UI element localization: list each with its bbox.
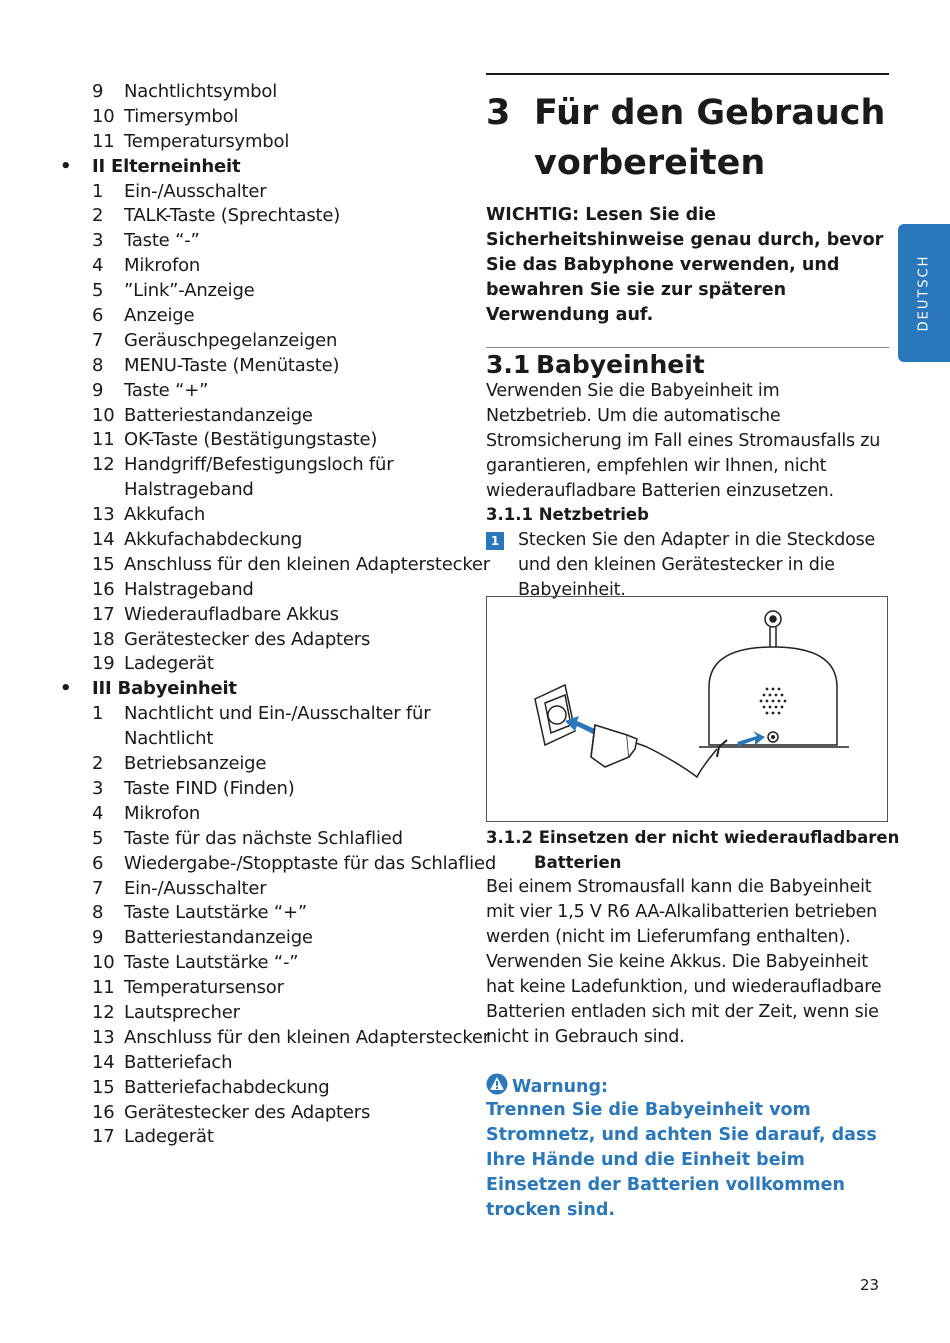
list-item — [60, 702, 470, 727]
batteries-paragraph-2: Verwenden Sie keine Akkus. Die Babyeinheit hat keine Ladefunktion, und wiederaufladbare Batterien entladen sich mit der Zeit, wenn sie nicht in Gebrauch sind. — [486, 952, 882, 1047]
list-item — [60, 453, 470, 478]
list-item — [60, 951, 470, 976]
list-item-number: 10 — [92, 404, 115, 426]
list-item-number: 11 — [92, 429, 115, 451]
list-item-number: 12 — [92, 1001, 115, 1023]
list-item — [60, 1001, 470, 1026]
list-item-text: Mikrofon — [124, 802, 201, 824]
list-item — [60, 304, 470, 329]
chapter-title-line2: vorbereiten — [534, 143, 766, 183]
list-item-number: 17 — [92, 603, 115, 625]
list-item-number: 3 — [92, 777, 104, 799]
list-item-text: Ein-/Ausschalter — [124, 180, 267, 202]
list-item-number: 19 — [92, 653, 115, 675]
list-item-number: 6 — [92, 305, 104, 327]
important-notice: WICHTIG: Lesen Sie die Sicherheitshinweise genau durch, bevor Sie das Babyphone verwenden, und bewahren Sie sie zur späteren Verwendung auf. — [486, 205, 884, 325]
list-item-text: Betriebsanzeige — [124, 753, 267, 775]
subsection-netzbetrieb-title: 3.1.1 Netzbetrieb — [486, 505, 649, 524]
list-item-number: 17 — [92, 1126, 115, 1148]
list-item-number: 15 — [92, 553, 115, 575]
list-item-number: 13 — [92, 504, 115, 526]
subsection-batteries-title-line1: 3.1.2 Einsetzen der nicht wiederaufladbaren — [486, 828, 900, 847]
list-item-number: 6 — [92, 852, 104, 874]
list-item — [60, 1101, 470, 1126]
list-item-text: Mikrofon — [124, 255, 201, 277]
list-item-number: 18 — [92, 628, 115, 650]
list-item — [60, 652, 470, 677]
list-item-number: 13 — [92, 1026, 115, 1048]
list-item-number: 4 — [92, 255, 104, 277]
language-tab-label: DEUTSCH — [916, 254, 932, 332]
list-item-number: 11 — [92, 977, 115, 999]
list-item-text: Anzeige — [124, 305, 195, 327]
list-item-text: Batteriestandanzeige — [124, 927, 313, 949]
list-item-text: Nachtlicht — [124, 728, 214, 750]
list-item-number: 1 — [92, 180, 104, 202]
list-item — [60, 802, 470, 827]
list-item-number: 3 — [92, 230, 104, 252]
list-item — [60, 229, 470, 254]
list-item-text: Akkufachabdeckung — [124, 529, 303, 551]
list-item-text: Taste Lautstärke “+” — [124, 902, 307, 924]
list-item-text: OK-Taste (Bestätigungstaste) — [124, 429, 378, 451]
list-item-text: Taste “-” — [124, 230, 200, 252]
list-item-number: 11 — [92, 130, 115, 152]
list-item — [60, 1026, 490, 1051]
warning-text: Trennen Sie die Babyeinheit vom Stromnetz, und achten Sie darauf, dass Ihre Hände und die Einheit beim Einsetzen der Batterien vollkommen trocken sind. — [486, 1100, 877, 1220]
list-item — [60, 877, 470, 902]
list-item-text: Taste Lautstärke “-” — [124, 952, 299, 974]
list-item-text: TALK-Taste (Sprechtaste) — [124, 205, 341, 227]
step-text: Stecken Sie den Adapter in die Steckdose und den kleinen Gerätestecker in die Babyeinheit. — [518, 530, 876, 600]
list-item-number: 2 — [92, 205, 104, 227]
batteries-paragraph-1: Bei einem Stromausfall kann die Babyeinheit mit vier 1,5 V R6 AA-Alkalibatterien betrieben werden (nicht im Lieferumfang enthalten). — [486, 877, 878, 947]
list-item — [60, 329, 470, 354]
list-item-text: Taste FIND (Finden) — [124, 777, 295, 799]
chapter-number: 3 — [486, 93, 511, 133]
list-item-text: Wiedergabe-/Stopptaste für das Schlaflied — [124, 852, 497, 874]
list-item-number: 8 — [92, 354, 104, 376]
page-number: 23 — [860, 1276, 880, 1294]
list-item — [60, 204, 470, 229]
list-item-text: Handgriff/Befestigungsloch für — [124, 454, 394, 476]
list-item-number: 16 — [92, 578, 115, 600]
list-item — [60, 553, 490, 578]
list-item — [60, 727, 470, 752]
list-item-number: 7 — [92, 877, 104, 899]
list-item-text: Anschluss für den kleinen Adapterstecker — [124, 1026, 490, 1048]
step-number-badge: 1 — [486, 532, 504, 550]
list-item-text: Akkufach — [124, 504, 206, 526]
list-item-number: 10 — [92, 105, 115, 127]
list-item-number: 12 — [92, 454, 115, 476]
list-item-number: 9 — [92, 81, 104, 102]
chapter-title-line1: Für den Gebrauch — [534, 93, 886, 133]
list-item-text: Anschluss für den kleinen Adapterstecker — [124, 553, 490, 575]
list-item-text: Ein-/Ausschalter — [124, 877, 267, 899]
list-item — [60, 254, 470, 279]
subsection-batteries-title — [486, 826, 899, 876]
list-item-text: Nachtlicht und Ein-/Ausschalter für — [124, 703, 431, 725]
subsection-batteries-title-line2: Batterien — [534, 852, 622, 872]
list-item — [60, 1051, 470, 1076]
list-item-text: Nachtlichtsymbol — [124, 81, 278, 102]
list-item-text: Timersymbol — [124, 105, 239, 127]
list-item-text: Batteriefachabdeckung — [124, 1076, 330, 1098]
list-item-number: 2 — [92, 753, 104, 775]
list-item-number: 14 — [92, 529, 115, 551]
list-item — [60, 80, 470, 105]
list-item — [60, 478, 470, 503]
list-item — [60, 926, 470, 951]
list-item-number: 10 — [92, 952, 115, 974]
component-list — [60, 80, 497, 1150]
list-item — [60, 180, 470, 205]
baby-unit-drawing — [699, 611, 849, 747]
illustration-svg — [487, 597, 887, 821]
chapter-title — [534, 88, 894, 188]
section-intro: Verwenden Sie die Babyeinheit im Netzbetrieb. Um die automatische Stromsicherung im Fall eines Stromausfalls zu garantieren, empfehlen wir Ihnen, nicht wiederaufladbare Batterien einzusetzen. — [486, 381, 881, 501]
list-item-number: 5 — [92, 280, 104, 302]
list-item-text: Halstrageband — [124, 578, 254, 600]
list-item-number: 16 — [92, 1101, 115, 1123]
list-group-heading — [60, 155, 470, 180]
section-number: 3.1 — [486, 350, 531, 379]
section-title: Babyeinheit — [536, 350, 705, 379]
list-item-number: 15 — [92, 1076, 115, 1098]
list-item-text: Halstrageband — [124, 479, 254, 501]
list-item-text: Geräuschpegelanzeigen — [124, 329, 338, 351]
list-item — [60, 628, 470, 653]
list-item-text: Batteriefach — [124, 1051, 233, 1073]
list-item-number: 8 — [92, 902, 104, 924]
list-item-text: Ladegerät — [124, 1126, 214, 1148]
list-item — [60, 428, 470, 453]
list-item — [60, 354, 470, 379]
list-item — [60, 976, 470, 1001]
list-item — [60, 279, 470, 304]
list-item — [60, 901, 470, 926]
list-item-text: MENU-Taste (Menütaste) — [124, 354, 340, 376]
list-item-text: Taste “+” — [124, 379, 209, 401]
list-item — [60, 1125, 470, 1150]
list-item-number: 1 — [92, 703, 104, 725]
list-item-number: 14 — [92, 1051, 115, 1073]
list-item — [60, 578, 470, 603]
list-item — [60, 105, 470, 130]
list-item — [60, 603, 470, 628]
list-item-text: II Elterneinheit — [92, 155, 241, 177]
step-1 — [486, 528, 890, 603]
list-item — [60, 827, 470, 852]
list-item-text: Taste für das nächste Schlaflied — [124, 827, 403, 849]
list-item-number: 9 — [92, 927, 104, 949]
top-rule — [486, 73, 889, 75]
list-item-text: Ladegerät — [124, 653, 214, 675]
list-item — [60, 752, 470, 777]
list-item-text: ”Link”-Anzeige — [124, 280, 255, 302]
bullet: • — [60, 678, 72, 700]
list-item-text: Temperatursensor — [124, 977, 284, 999]
language-tab — [898, 224, 950, 362]
list-item-text: Gerätestecker des Adapters — [124, 628, 371, 650]
list-item — [60, 528, 470, 553]
list-item — [60, 1076, 470, 1101]
list-item — [60, 503, 470, 528]
list-item-number: 5 — [92, 827, 104, 849]
list-item-text: Gerätestecker des Adapters — [124, 1101, 371, 1123]
list-item — [60, 777, 470, 802]
list-item-text: Wiederaufladbare Akkus — [124, 603, 339, 625]
list-item-number: 7 — [92, 329, 104, 351]
illustration-adapter-connection — [486, 596, 888, 822]
list-item-number: 4 — [92, 802, 104, 824]
list-item-text: Batteriestandanzeige — [124, 404, 313, 426]
wall-socket-drawing — [535, 685, 575, 745]
list-item-text: Lautsprecher — [124, 1001, 240, 1023]
adapter-drawing — [591, 725, 637, 767]
warning-title: Warnung: — [512, 1077, 609, 1097]
list-item — [60, 130, 470, 155]
list-item-text: III Babyeinheit — [92, 678, 237, 700]
list-item — [60, 379, 470, 404]
list-item — [60, 404, 470, 429]
list-item — [60, 852, 497, 877]
list-item-number: 9 — [92, 379, 104, 401]
list-item-text: Temperatursymbol — [124, 130, 290, 152]
bullet: • — [60, 155, 72, 177]
list-group-heading — [60, 677, 470, 702]
